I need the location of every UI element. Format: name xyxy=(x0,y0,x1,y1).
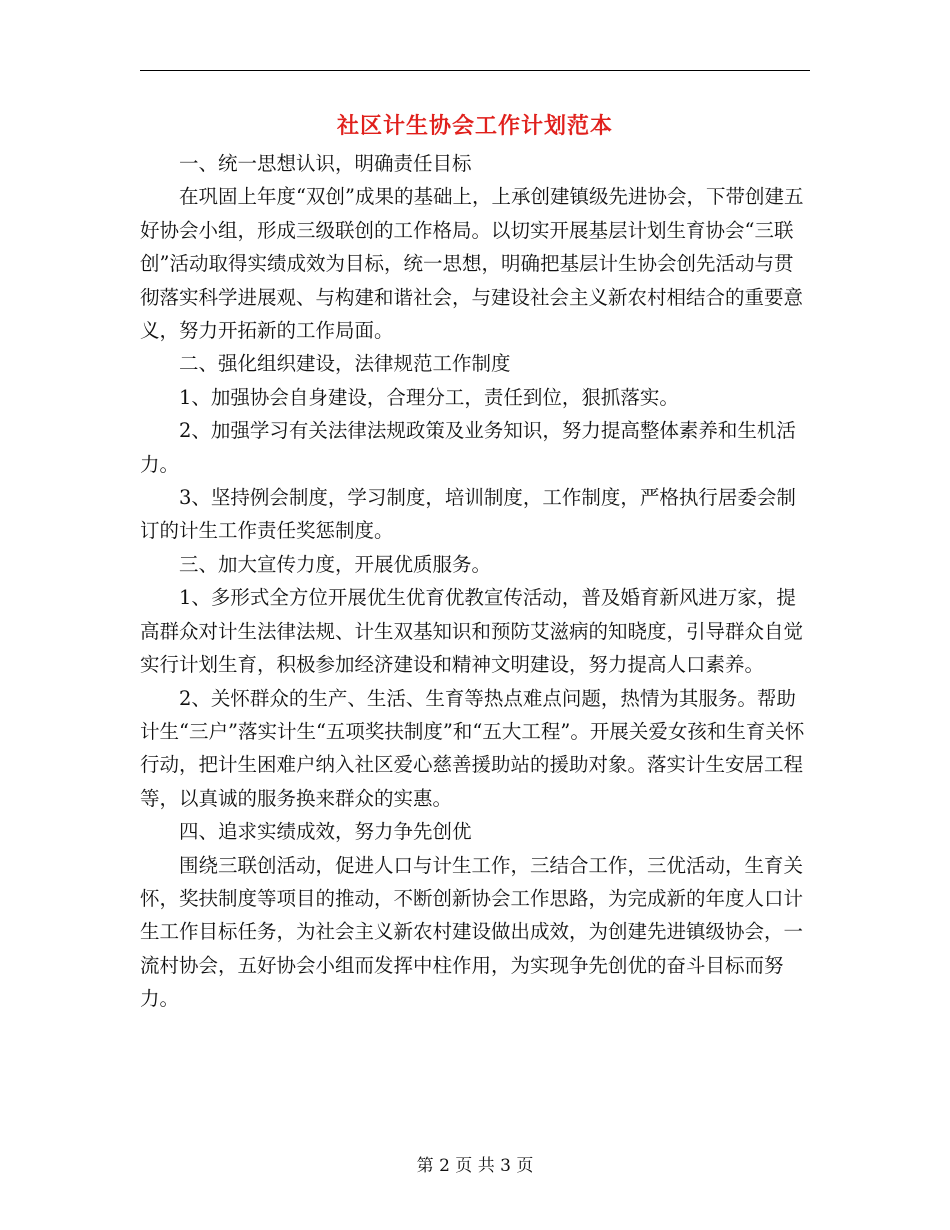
header-rule xyxy=(140,70,810,71)
paragraph: 围绕三联创活动，促进人口与计生工作，三结合工作，三优活动，生育关怀，奖扶制度等项目的推动，不断创新协会工作思路，为完成新的年度人口计生工作目标任务，为社会主义新农村建设做出成效，为创建先进镇级协会，一流村协会，五好协会小组而发挥中柱作用，为实现争先创优的奋斗目标而努力。 xyxy=(140,853,804,1011)
list-item: 1、多形式全方位开展优生优育优教宣传活动，普及婚育新风进万家，提高群众对计生法律法规、计生双基知识和预防艾滋病的知晓度，引导群众自觉实行计划生育，积极参加经济建设和精神文明建设，努力提高人口素养。 xyxy=(140,586,804,677)
section-heading-4: 四、追求实绩成效，努力争先创优 xyxy=(179,820,472,844)
list-item: 3、坚持例会制度，学习制度，培训制度，工作制度，严格执行居委会制订的计生工作责任奖惩制度。 xyxy=(140,486,796,543)
paragraph: 在巩固上年度“双创”成果的基础上，上承创建镇级先进协会，下带创建五好协会小组，形成三级联创的工作格局。以切实开展基层计划生育协会“三联创”活动取得实绩成效为目标，统一思想，明确把基层计生协会创先活动与贯彻落实科学进展观、与构建和谐社会，与建设社会主义新农村相结合的重要意义，努力开拓新的工作局面。 xyxy=(140,185,804,343)
list-item: 2、加强学习有关法律法规政策及业务知识，努力提高整体素养和生机活力。 xyxy=(140,419,796,476)
document-body xyxy=(140,147,812,1016)
section-heading-2: 二、强化组织建设，法律规范工作制度 xyxy=(179,352,511,376)
page-number: 第 2 页 共 3 页 xyxy=(416,1156,534,1176)
list-item: 2、关怀群众的生产、生活、生育等热点难点问题，热情为其服务。帮助计生“三户”落实计生“五项奖扶制度”和“五大工程”。开展关爱女孩和生育关怀行动，把计生困难户纳入社区爱心慈善援助站的援助对象。落实计生安居工程等，以真诚的服务换来群众的实惠。 xyxy=(140,686,805,810)
page-title: 社区计生协会工作计划范本 xyxy=(336,113,613,139)
section-heading-1: 一、统一思想认识，明确责任目标 xyxy=(179,152,472,175)
list-item: 1、加强协会自身建设，合理分工，责任到位，狠抓落实。 xyxy=(179,385,679,409)
section-heading-3: 三、加大宣传力度，开展优质服务。 xyxy=(179,552,492,576)
